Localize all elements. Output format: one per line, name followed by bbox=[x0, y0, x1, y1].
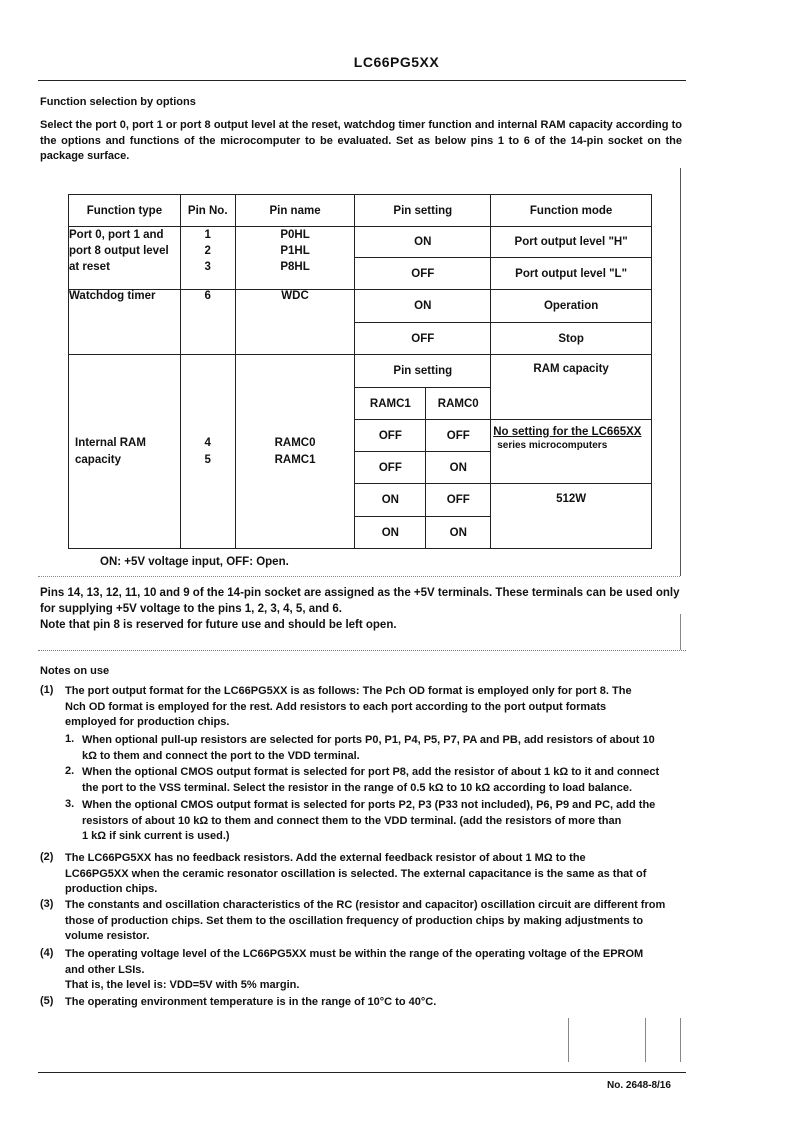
ram-setting-value: ON bbox=[355, 484, 426, 517]
footer-page-number: No. 2648-8/16 bbox=[607, 1080, 671, 1091]
function-mode-value: Port output level "H" bbox=[491, 227, 652, 258]
pin-number: 4 bbox=[204, 436, 211, 449]
note-number: (4) bbox=[40, 947, 54, 959]
subnote-number: 2. bbox=[65, 765, 75, 777]
note-line: the port to the VSS terminal. Select the resistor in the range of 0.5 kΩ to 10 kΩ according to load balance. bbox=[82, 781, 633, 794]
cell-watchdog-function: Watchdog timer bbox=[69, 290, 181, 355]
ram-pin-setting-header: Pin setting bbox=[355, 355, 491, 388]
table-legend: ON: +5V voltage input, OFF: Open. bbox=[100, 556, 289, 568]
note-line: LC66PG5XX when the ceramic resonator oscillation is selected. The external capacitance is the same as that of bbox=[65, 867, 647, 880]
function-mode-value: Port output level "L" bbox=[491, 258, 652, 290]
setting-value: OFF bbox=[355, 258, 491, 290]
ram-function-line: capacity bbox=[75, 453, 122, 466]
pin-name: RAMC1 bbox=[274, 453, 316, 466]
note-line: employed for production chips. bbox=[65, 716, 230, 728]
note-line: The operating voltage level of the LC66PG5XX must be within the range of the operating voltage of the EPROM bbox=[65, 948, 644, 960]
port-function-line: port 8 output level bbox=[69, 245, 169, 257]
note-line: The port output format for the LC66PG5XX is as follows: The Pch OD format is employed only for port 8. The bbox=[65, 685, 632, 697]
header-pin-setting: Pin setting bbox=[355, 195, 491, 227]
options-table bbox=[68, 194, 652, 549]
table-frame-right bbox=[680, 168, 681, 576]
section-divider bbox=[38, 650, 686, 651]
section-heading-options: Function selection by options bbox=[40, 96, 196, 108]
pin-number: 3 bbox=[204, 261, 211, 273]
setting-value: ON bbox=[355, 227, 491, 258]
note-line: and other LSIs. bbox=[65, 963, 145, 976]
scan-mark bbox=[680, 1018, 681, 1062]
pin-number: 2 bbox=[204, 245, 211, 257]
cell-ram-function bbox=[69, 355, 181, 549]
ram-setting-value: ON bbox=[426, 517, 491, 549]
footer-rule bbox=[38, 1072, 686, 1073]
subnote-item bbox=[82, 733, 680, 764]
note-line: Nch OD format is employed for the rest. Add resistors to each port according to the port output formats bbox=[65, 700, 607, 713]
no-setting-line: No setting for the LC665XX bbox=[493, 426, 642, 438]
pins-note-line: Note that pin 8 is reserved for future use and should be left open. bbox=[40, 619, 397, 631]
ram-capacity-header: RAM capacity bbox=[491, 355, 652, 420]
cell-ram-pin-name bbox=[235, 355, 355, 549]
note-line: volume resistor. bbox=[65, 930, 150, 942]
pin-name: P1HL bbox=[280, 245, 310, 257]
ram-setting-value: ON bbox=[355, 517, 426, 549]
pin-number: 1 bbox=[204, 229, 211, 241]
ram-setting-value: OFF bbox=[426, 484, 491, 517]
function-mode-value: Operation bbox=[491, 290, 652, 323]
function-mode-value: Stop bbox=[491, 323, 652, 355]
note-item bbox=[65, 684, 679, 731]
note-line: The operating environment temperature is in the range of 10°C to 40°C. bbox=[65, 996, 437, 1008]
pins-note-line: for supplying +5V voltage to the pins 1, 2, 3, 4, 5, and 6. bbox=[40, 603, 342, 615]
port-function-line: Port 0, port 1 and bbox=[69, 229, 164, 241]
note-line: those of production chips. Set them to the oscillation frequency of production chips by making adjustments to bbox=[65, 914, 644, 927]
ram-setting-value: OFF bbox=[355, 420, 426, 452]
pin-name: RAMC0 bbox=[274, 436, 316, 449]
note-item bbox=[65, 898, 679, 945]
note-line: 1 kΩ if sink current is used.) bbox=[82, 830, 230, 842]
subnote-number: 3. bbox=[65, 798, 75, 810]
pin-name: P8HL bbox=[280, 261, 310, 273]
setting-value: OFF bbox=[355, 323, 491, 355]
note-line: kΩ to them and connect the port to the VDD terminal. bbox=[82, 749, 360, 762]
note-item bbox=[65, 851, 679, 898]
note-line: When the optional CMOS output format is selected for port P8, add the resistor of about 1 kΩ to it and connect bbox=[82, 766, 660, 778]
no-setting-line: series microcomputers bbox=[497, 440, 608, 451]
note-line: The LC66PG5XX has no feedback resistors. Add the external feedback resistor of about 1 MΩ to the bbox=[65, 852, 586, 864]
cell-watchdog-pin-name: WDC bbox=[235, 290, 355, 355]
cell-port-pin-no bbox=[180, 227, 235, 290]
ram-subheader-ramc1: RAMC1 bbox=[355, 388, 426, 420]
note-item bbox=[65, 947, 679, 994]
scan-mark bbox=[645, 1018, 646, 1062]
setting-value: ON bbox=[355, 290, 491, 323]
cell-ram-pin-no bbox=[180, 355, 235, 549]
note-line: production chips. bbox=[65, 883, 158, 895]
subnote-item bbox=[82, 765, 680, 796]
subnote-item bbox=[82, 798, 680, 845]
note-line: resistors of about 10 kΩ to them and connect them to the VDD terminal. (add the resistors of more than bbox=[82, 814, 622, 827]
ram-subheader-ramc0: RAMC0 bbox=[426, 388, 491, 420]
section-intro-text: Select the port 0, port 1 or port 8 output level at the reset, watchdog timer function and internal RAM capacity according to the options and functions of the microcomputer to be evaluated. Set as below pins 1 to 6 of the 14-pin socket on the package surface. bbox=[40, 119, 682, 162]
ram-capacity-no-setting bbox=[491, 420, 652, 484]
header-pin-no: Pin No. bbox=[180, 195, 235, 227]
ram-setting-value: ON bbox=[426, 452, 491, 484]
scan-mark bbox=[568, 1018, 569, 1062]
port-function-line: at reset bbox=[69, 261, 110, 273]
note-line: That is, the level is: VDD=5V with 5% margin. bbox=[65, 979, 300, 991]
pins-note bbox=[40, 585, 679, 633]
cell-watchdog-pin-no: 6 bbox=[180, 290, 235, 355]
note-item bbox=[65, 995, 679, 1011]
header-rule bbox=[38, 80, 686, 81]
pin-number: 5 bbox=[204, 453, 211, 466]
note-number: (5) bbox=[40, 995, 54, 1007]
note-line: When the optional CMOS output format is selected for ports P2, P3 (P33 not included), P6, P9 and PC, add the bbox=[82, 799, 656, 811]
cell-port-function bbox=[69, 227, 181, 290]
note-number: (1) bbox=[40, 684, 54, 696]
note-line: The constants and oscillation characteristics of the RC (resistor and capacitor) oscillation circuit are different from bbox=[65, 899, 666, 911]
header-pin-name: Pin name bbox=[235, 195, 355, 227]
header-function-mode: Function mode bbox=[491, 195, 652, 227]
header-function-type: Function type bbox=[69, 195, 181, 227]
note-number: (2) bbox=[40, 851, 54, 863]
cell-port-pin-name bbox=[235, 227, 355, 290]
ram-setting-value: OFF bbox=[355, 452, 426, 484]
note-line: When optional pull-up resistors are selected for ports P0, P1, P4, P5, P7, PA and PB, add resistors of about 10 bbox=[82, 734, 655, 746]
ram-setting-value: OFF bbox=[426, 420, 491, 452]
pin-name: P0HL bbox=[280, 229, 310, 241]
subnote-number: 1. bbox=[65, 733, 75, 745]
pins-note-line: Pins 14, 13, 12, 11, 10 and 9 of the 14-pin socket are assigned as the +5V terminals. These terminals can be used only bbox=[40, 587, 680, 599]
note-number: (3) bbox=[40, 898, 54, 910]
page-header-title: LC66PG5XX bbox=[353, 54, 440, 70]
notes-heading: Notes on use bbox=[40, 665, 110, 677]
scan-mark bbox=[680, 614, 681, 650]
table-frame-bottom bbox=[38, 576, 680, 577]
ram-function-line: Internal RAM bbox=[75, 436, 146, 449]
ram-capacity-512: 512W bbox=[491, 484, 652, 549]
